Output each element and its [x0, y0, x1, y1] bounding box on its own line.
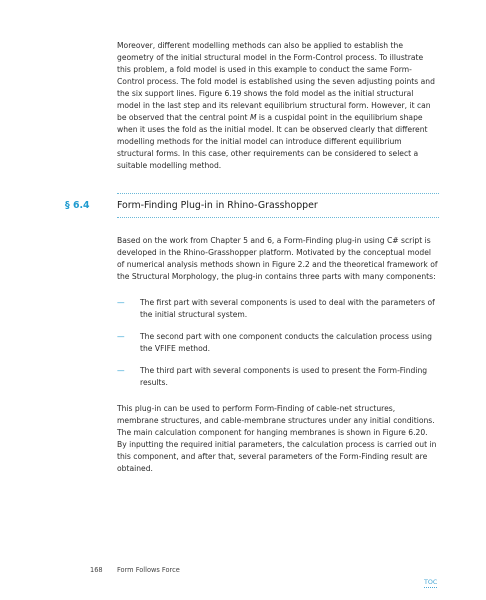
- page-number: 168: [90, 566, 103, 574]
- bullet-dash: —: [117, 332, 125, 341]
- intro-paragraph: [117, 40, 439, 172]
- intro-text-part2: is a cuspidal point in the equilibrium shape when it uses the fold as the initial model. It can be observed clearly that different modelling methods for the initial model can introduce different equilibrium structural forms. In this case, other requirements can be considered to select a suitable modelling method.: [117, 113, 428, 170]
- bullet-text: The second part with one component conducts the calculation process using the VFIFE method.: [140, 332, 432, 353]
- section-number: § 6.4: [65, 200, 90, 211]
- body-paragraph: Based on the work from Chapter 5 and 6, a Form-Finding plug-in using C# script is developed in the Rhino-Grasshopper platform. Motivated by the conceptual model of numerical analysis methods shown in Figure 2.2 and the theoretical framework of the Structural Morphology, the plug-in contains three parts with many components:: [117, 236, 438, 281]
- section-divider-bottom: [117, 217, 439, 218]
- section-title: Form-Finding Plug-in in Rhino-Grasshopper: [117, 200, 318, 211]
- bullet-text: The third part with several components is used to present the Form-Finding results.: [140, 366, 428, 387]
- bullet-dash: —: [117, 366, 125, 375]
- list-item: [117, 365, 439, 389]
- list-item: [117, 297, 439, 321]
- book-title: Form Follows Force: [117, 566, 180, 574]
- closing-paragraph: This plug-in can be used to perform Form-Finding of cable-net structures, membrane structures, and cable-membrane structures under any initial conditions. The main calculation component for hanging membranes is shown in Figure 6.20. By inputting the required initial parameters, the calculation process is carried out in this component, and after that, several parameters of the Form-Finding result are obtained.: [117, 404, 437, 473]
- bullet-dash: —: [117, 298, 125, 307]
- bullet-text: The first part with several components is used to deal with the parameters of the initial structural system.: [140, 298, 435, 319]
- intro-text-emphasis: M: [249, 113, 257, 122]
- list-item: [117, 331, 439, 355]
- section-divider-top: [117, 193, 439, 194]
- toc-link[interactable]: TOC: [424, 578, 438, 586]
- intro-text-part1: Moreover, different modelling methods can also be applied to establish the geometry of the initial structural model in the Form-Control process. To illustrate this problem, a fold model is used in this example to conduct the same Form-Control process. The fold model is established using the seven adjusting points and the six support lines. Figure 6.19 shows the fold model as the initial structural model in the last step and its relevant equilibrium structural form. However, it can be observed that the central point: [117, 41, 435, 122]
